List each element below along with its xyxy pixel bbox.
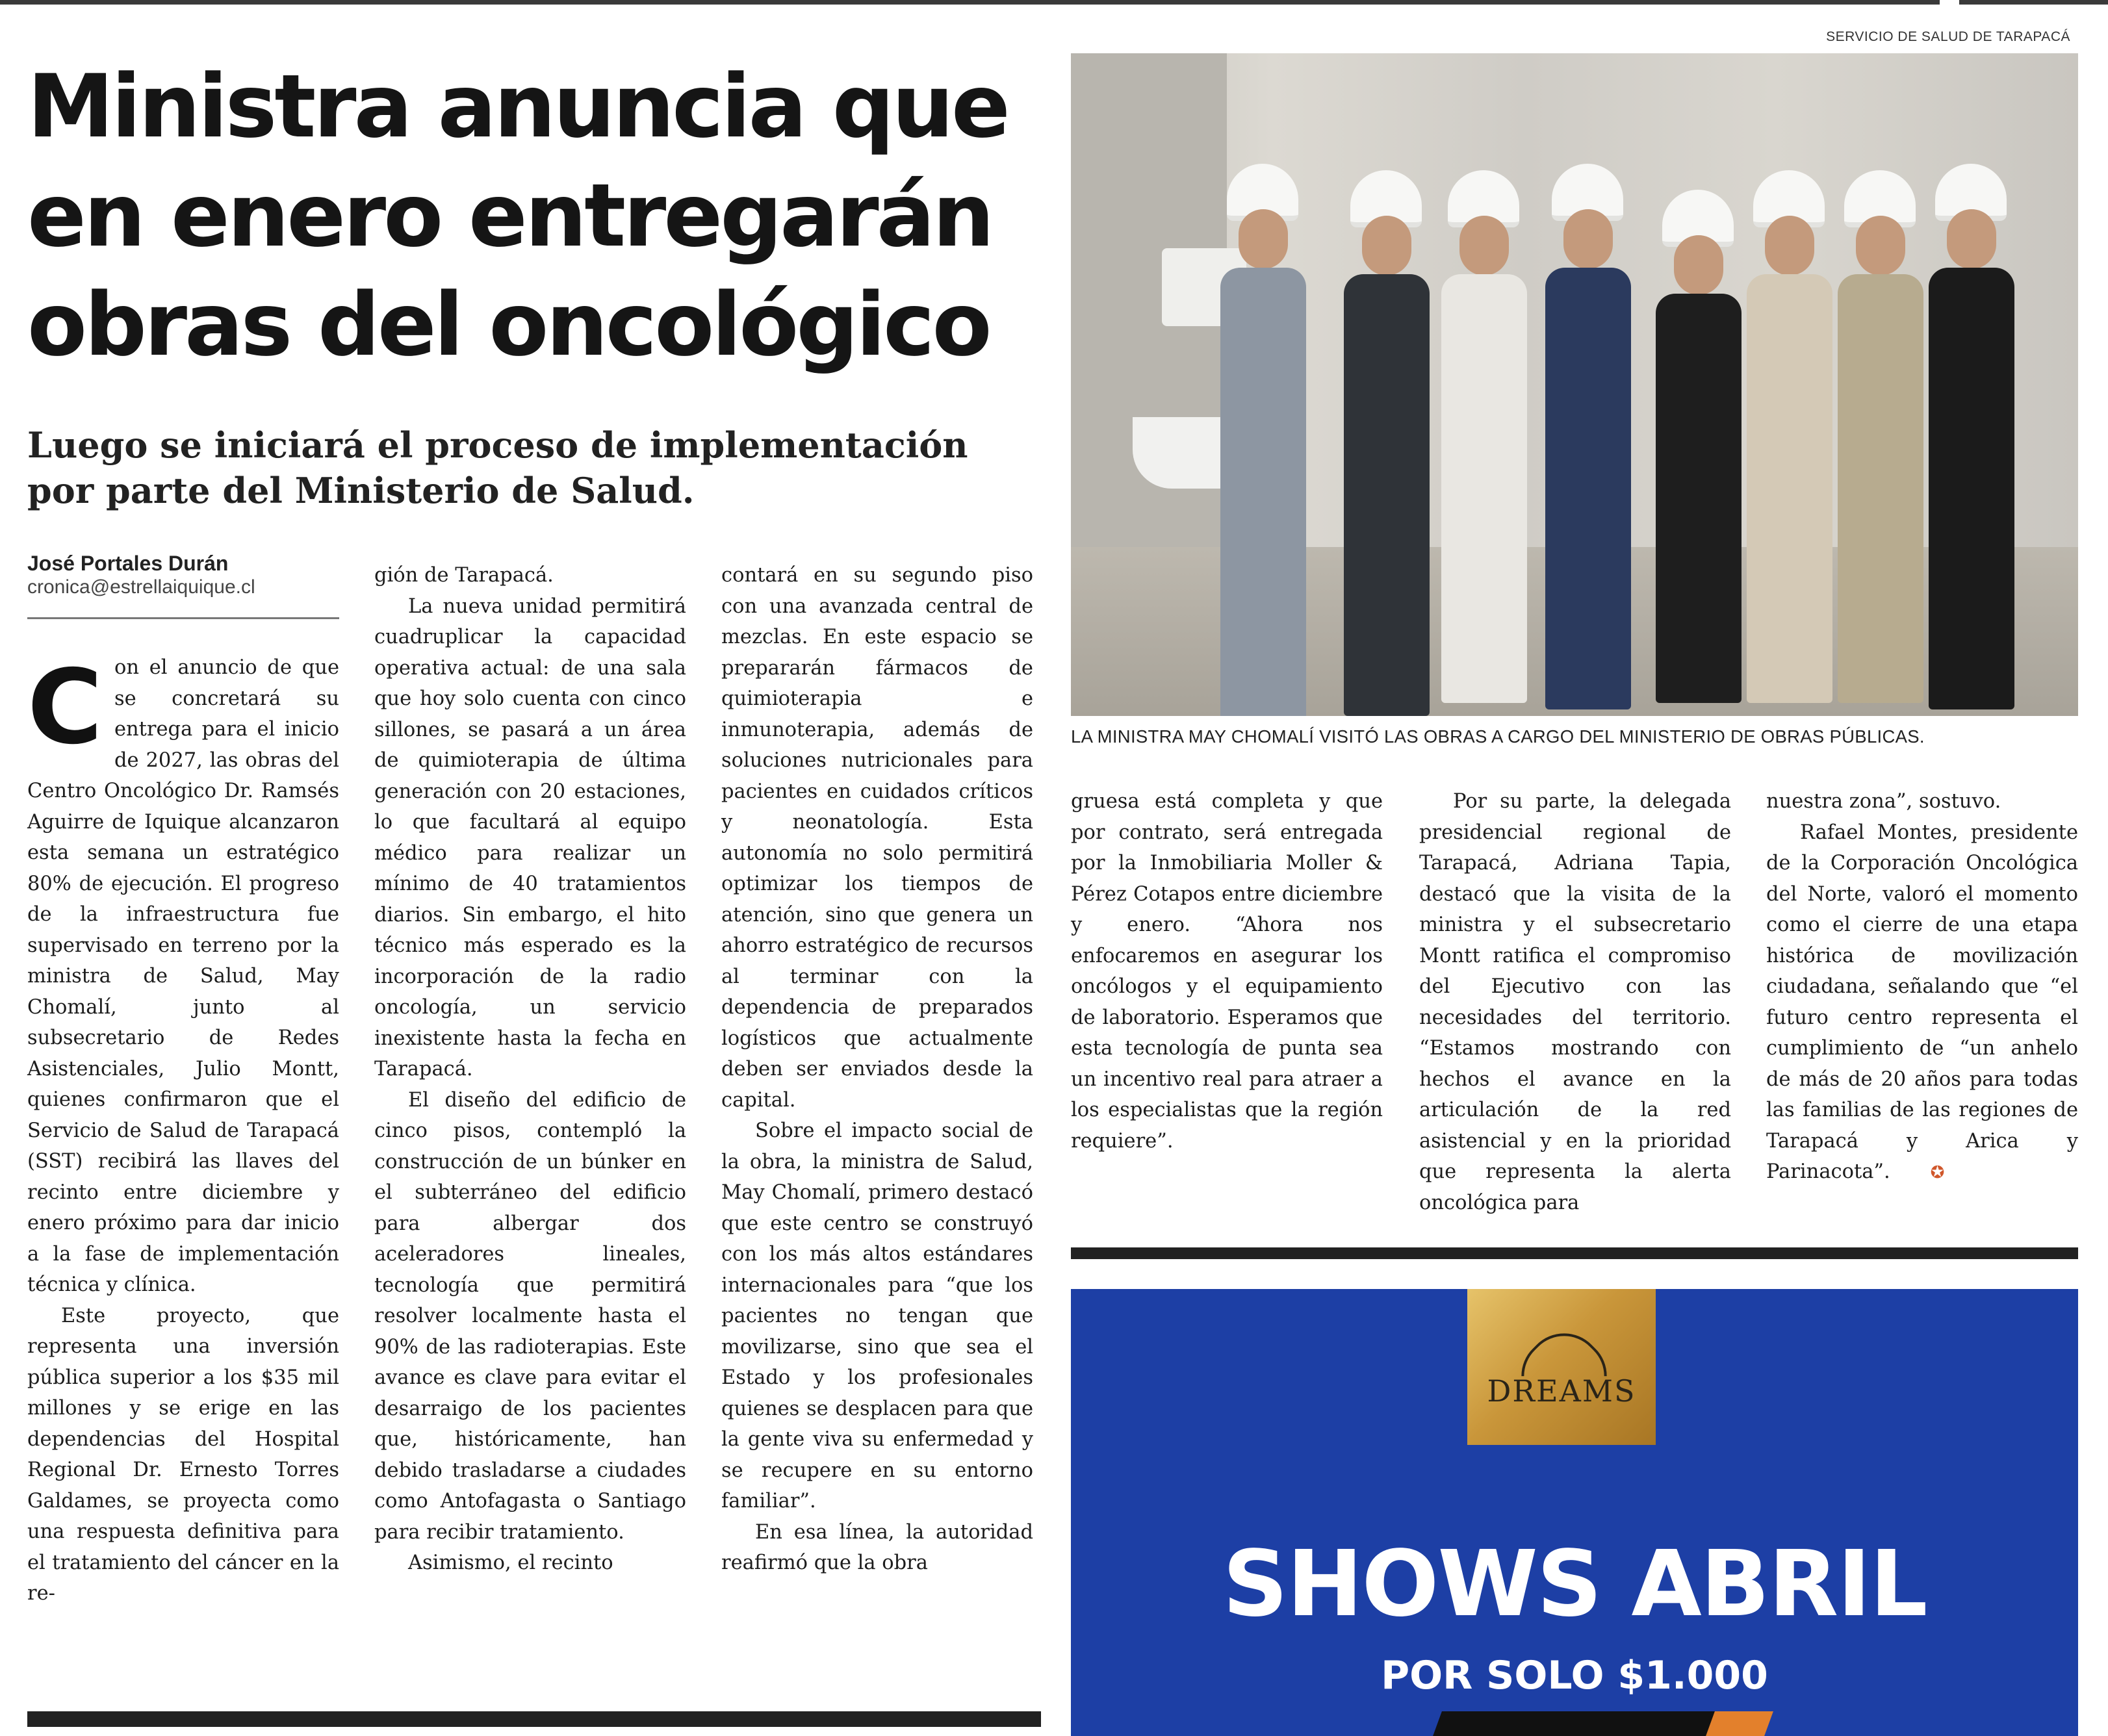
bottom-rule — [27, 1711, 1041, 1727]
dreams-logo — [1467, 1289, 1656, 1445]
paragraph: Por su parte, la delegada presidencial regional de Tarapacá, Adriana Tapia, destacó que la visita de la ministra y el subsecretario Montt ratifica el compromiso del Ejecutivo con las necesidades del territorio. “Estamos mostrando con hechos el avance en la articulación de la red asistencial y en la prioridad que representa la alerta oncológica para — [1419, 790, 1731, 1214]
paragraph-text: on el anuncio de que se concretará su entrega para el inicio de 2027, las obras del Centro Oncológico Dr. Ramsés Aguirre de Iquique alcanzaron esta semana un estratégico 80% de ejecución. El progreso de la infraestructura fue supervisado en terreno por la ministra de Salud, May Chomalí, junto al subsecretario de Redes Asistenciales, Julio Montt, quienes confirmaron que el Servicio de Salud de Tarapacá (SST) recibirá las llaves del recinto entre diciembre y enero próximo para dar inicio a la fase de implementación técnica y clínica. — [27, 656, 339, 1296]
ad-stripe — [1428, 1711, 1741, 1736]
article-column-4 — [1071, 786, 1383, 1156]
article-column-2 — [374, 560, 686, 1579]
paragraph: contará en su segundo piso con una avanzada central de mezclas. En este espacio se prepararán fármacos de quimioterapia e inmunoterapia, además de soluciones nutricionales para pacientes en cuidados críticos y neonatología. Esta autonomía no solo permitirá optimizar los tiempos de atención, sino que genera un ahorro estratégico de recursos al terminar con la dependencia de preparados logísticos que actualmente deben ser enviados desde la capital. — [721, 564, 1033, 1112]
paragraph: nuestra zona”, sostuvo. — [1766, 790, 2001, 813]
subheadline: Luego se iniciará el proceso de implementación por parte del Ministerio de Salud. — [27, 424, 968, 511]
logo-text: DREAMS — [1487, 1373, 1636, 1409]
article-column-3 — [721, 560, 1033, 1579]
top-rule — [0, 0, 2108, 5]
paragraph: En esa línea, la autoridad reafirmó que la obra — [721, 1520, 1033, 1574]
photo-credit: SERVICIO DE SALUD DE TARAPACÁ — [1826, 29, 2070, 44]
paragraph-text: Rafael Montes, presidente de la Corporación Oncológica del Norte, valoró el momento como el cierre de una etapa histórica de movilización ciudadana, señalando que “el futuro centro representa el cumplimiento de “un anhelo de más de 20 años para todas las familias de las regiones de Tarapacá y Arica y Parinacota”. — [1766, 821, 2078, 1183]
paragraph: La nueva unidad permitirá cuadruplicar la capacidad operativa actual: de una sala que hoy solo cuenta con cinco sillones, se pasará a un área de quimioterapia de última generación con 20 estaciones, lo que facultará al equipo médico para realizar un mínimo de 40 tratamientos diarios. Sin embargo, el hito técnico más esperado es la incorporación de la radio oncología, un servicio inexistente hasta la fecha en Tarapacá. — [374, 594, 686, 1080]
headline-line-1: Ministra anuncia que — [27, 56, 1008, 157]
paragraph: Asimismo, el recinto — [408, 1551, 613, 1574]
paragraph: El diseño del edificio de cinco pisos, contempló la construcción de un búnker en el subterráneo del edificio para albergar dos aceleradores lineales, tecnología que permitirá resolver localmente hasta el 90% de las radioterapias. Este avance es clave para evitar el desarraigo de los pacientes que, históricamente, han debido trasladarse a ciudades como Antofagasta o Santiago para recibir tratamiento. — [374, 1088, 686, 1544]
article-column-6 — [1766, 786, 2078, 1189]
ad-subtitle: POR SOLO $1.000 — [1381, 1653, 1768, 1698]
paragraph: gión de Tarapacá. — [374, 564, 554, 587]
byline — [27, 551, 339, 599]
paragraph — [27, 648, 339, 1301]
drop-cap: C — [27, 648, 103, 767]
paragraph: Este proyecto, que representa una inversión pública superior a los $35 mil millones y se erige en las dependencias del Hospital Regional Dr. Ernesto Torres Galdames, se proyecta como una respuesta definitiva para el tratamiento del cáncer en la re- — [27, 1304, 339, 1605]
ad-title: SHOWS ABRIL — [1222, 1531, 1927, 1637]
photo-caption: LA MINISTRA MAY CHOMALÍ VISITÓ LAS OBRAS A CARGO DEL MINISTERIO DE OBRAS PÚBLICAS. — [1071, 726, 1925, 747]
article-column-5 — [1419, 786, 1731, 1218]
advertisement[interactable] — [1071, 1289, 2078, 1736]
byline-divider — [27, 617, 339, 619]
top-rule-gap — [1940, 0, 1959, 5]
author-email: cronica@estrellaiquique.cl — [27, 576, 255, 598]
headline — [27, 52, 1041, 379]
article-photo — [1071, 53, 2078, 716]
headline-line-2: en enero entregarán — [27, 165, 992, 266]
article-column-1 — [27, 648, 339, 1609]
end-of-article-icon: ✪ — [1930, 1163, 1945, 1182]
paragraph: gruesa está completa y que por contrato, será entregada por la Inmobiliaria Moller & Pérez Cotapos entre diciembre y enero. “Ahora nos enfocaremos en asegurar los oncólogos y el equipamiento de laboratorio. Esperamos que esta tecnología de punta sea un incentivo real para atraer a los especialistas que la región requiere”. — [1071, 790, 1383, 1153]
headline-line-3: obras del oncológico — [27, 274, 990, 376]
ad-divider — [1071, 1247, 2078, 1259]
paragraph — [1766, 817, 2078, 1189]
author-name: José Portales Durán — [27, 552, 229, 575]
paragraph: Sobre el impacto social de la obra, la ministra de Salud, May Chomalí, primero destacó que este centro se construyó con los más altos estándares internacionales para “que los pacientes no tengan que movilizarse, sino que sea el Estado y los profesionales quienes se desplacen para que la gente viva su enfermedad y se recupere en su entorno familiar”. — [721, 1119, 1033, 1513]
